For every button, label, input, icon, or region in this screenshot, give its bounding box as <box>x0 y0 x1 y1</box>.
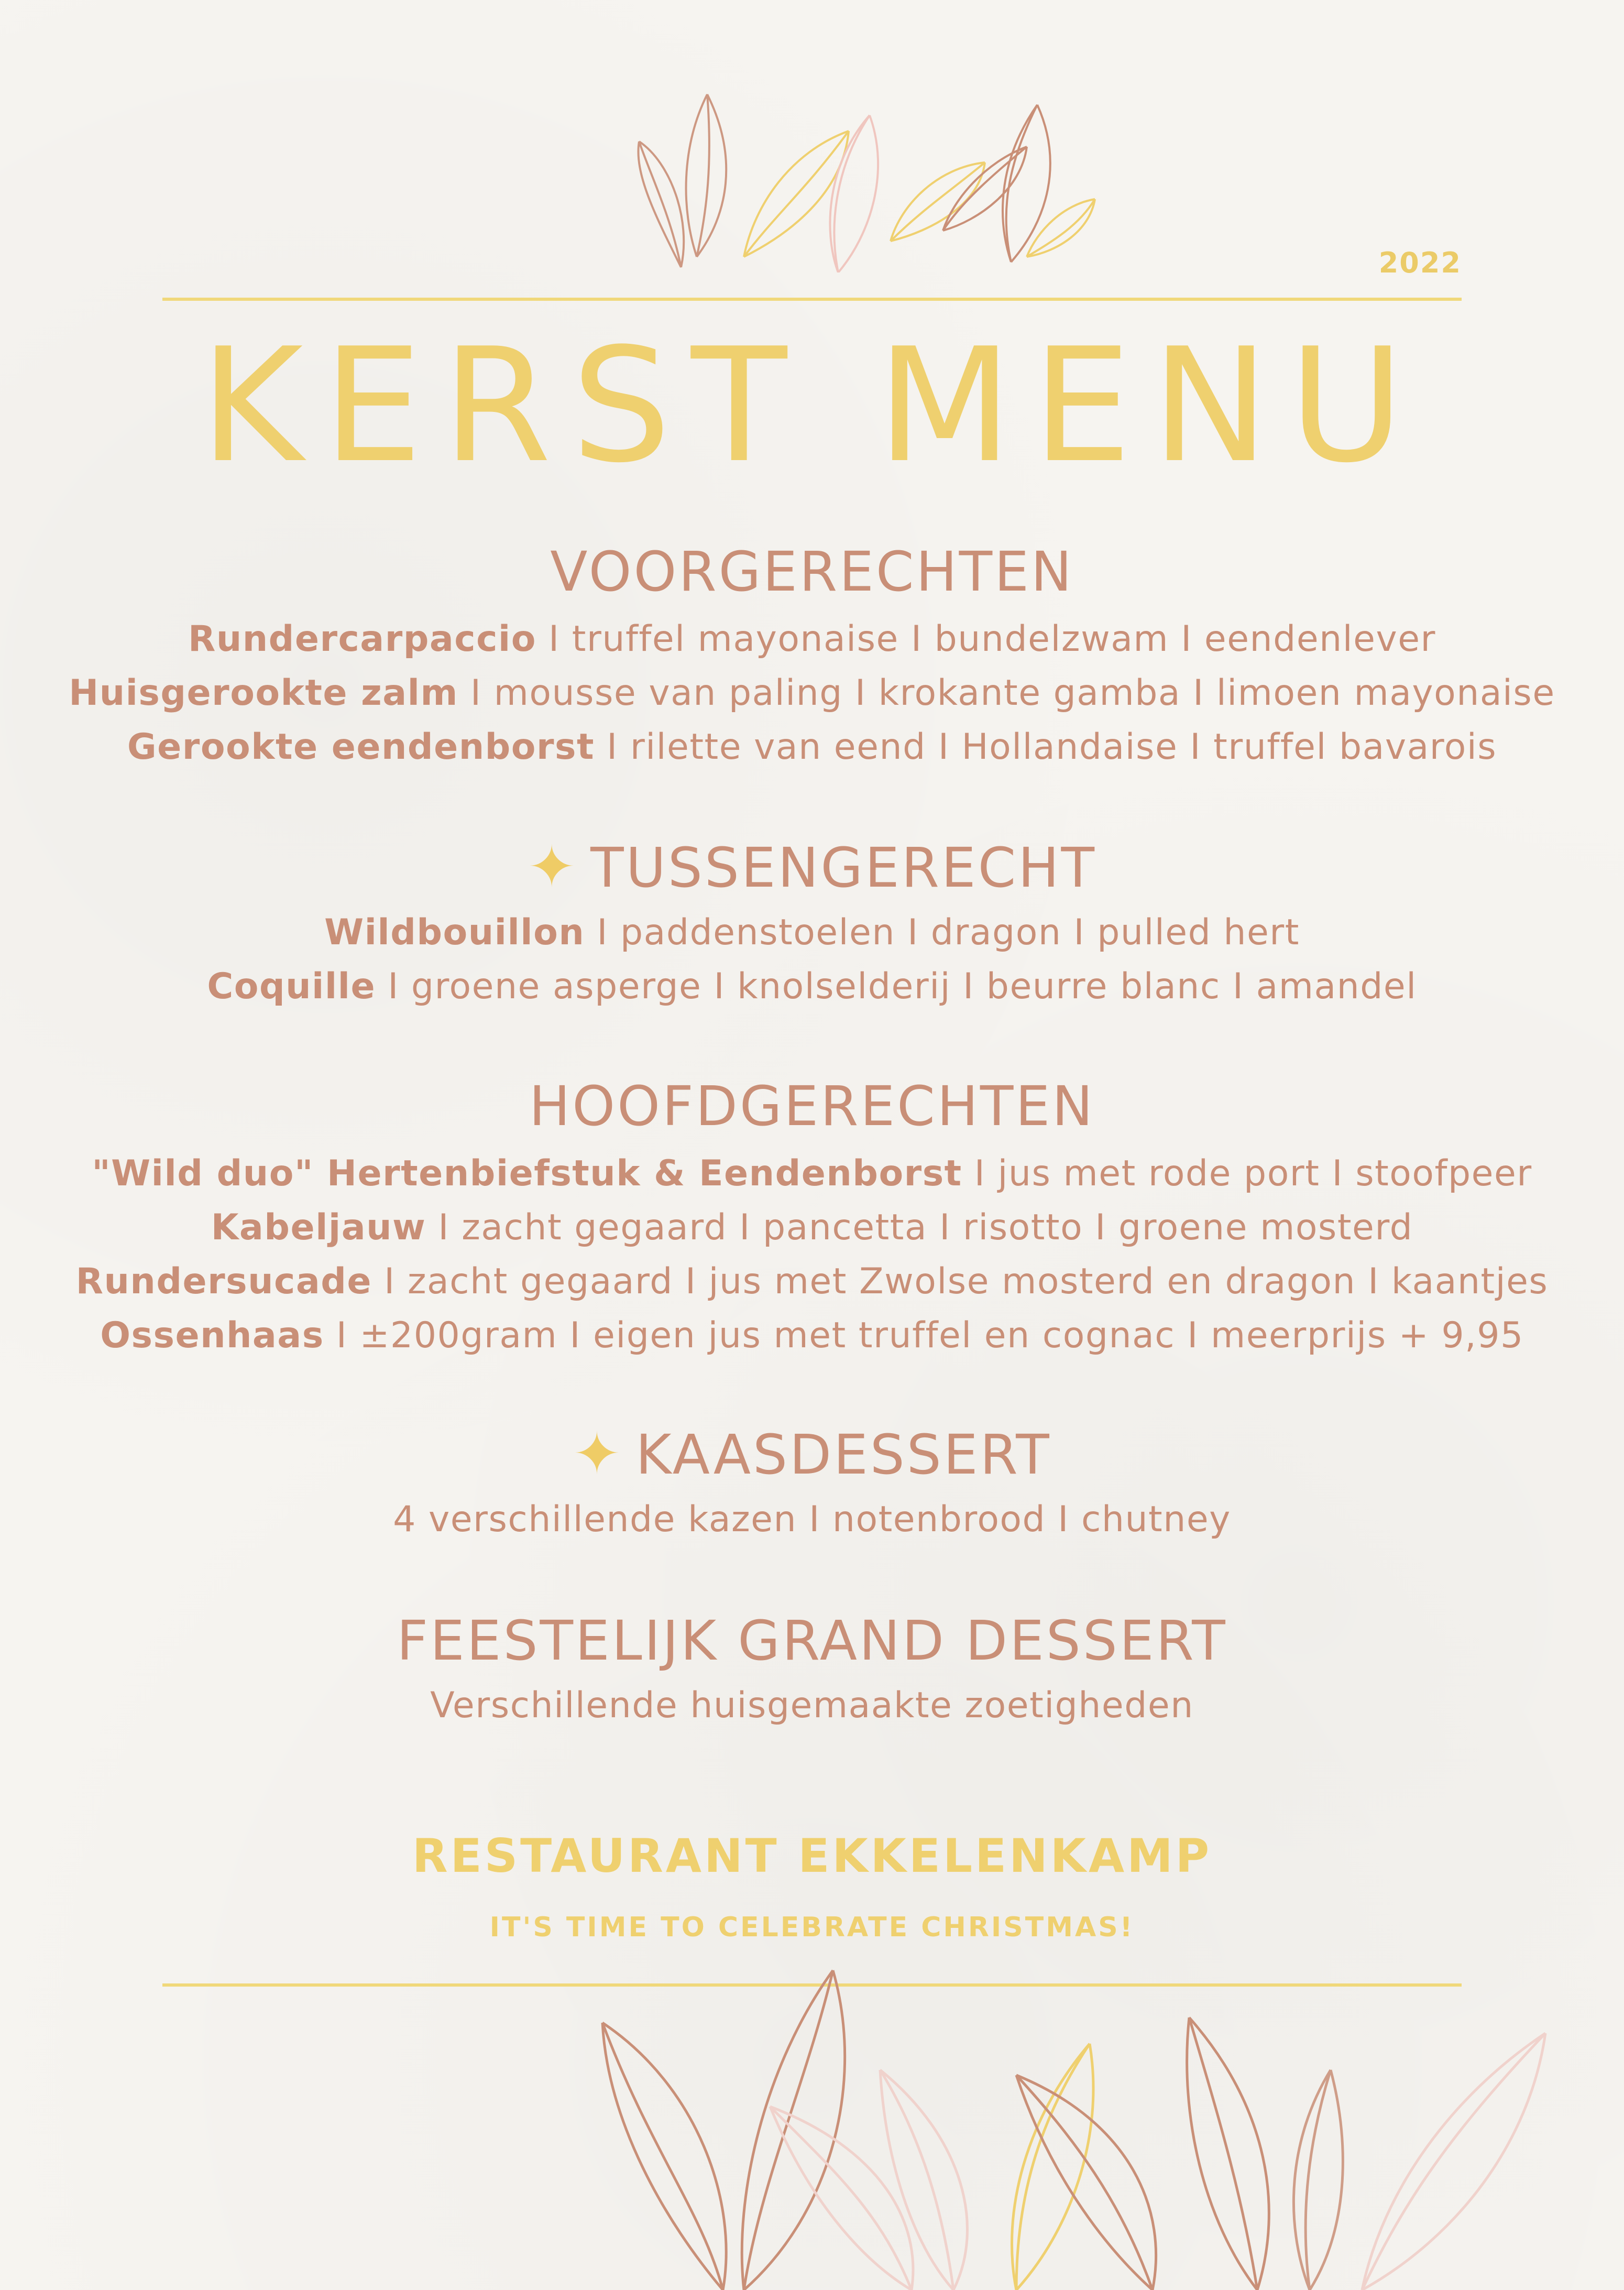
dish-details: I zacht gegaard I jus met Zwolse mosterd en dragon I kaantjes <box>372 1261 1549 1302</box>
section-heading-hoofdgerechten: HOOFDGERECHTEN <box>529 1074 1095 1138</box>
dish-details: I jus met rode port I stoofpeer <box>962 1153 1532 1194</box>
dish-name: Ossenhaas <box>100 1315 324 1356</box>
dish-name: Rundersucade <box>75 1261 372 1302</box>
section-heading-kaasdessert <box>0 1420 1624 1487</box>
section-heading-tussengerecht <box>0 833 1624 900</box>
dish-details: I zacht gegaard I pancetta I risotto I groene mosterd <box>426 1207 1413 1248</box>
top-feather-decoration <box>618 84 1100 272</box>
section-heading-text: TUSSENGERECHT <box>590 836 1096 900</box>
bottom-feather-decoration <box>587 1949 1582 2290</box>
menu-item <box>0 1207 1624 1248</box>
feather-icon <box>602 1970 1545 2290</box>
sparkle-icon: ✦ <box>528 833 578 900</box>
section-heading-voorgerechten: VOORGERECHTEN <box>550 540 1074 604</box>
dish-name: Huisgerookte zalm <box>69 672 458 714</box>
menu-item <box>0 1315 1624 1356</box>
dish-details: I truffel mayonaise I bundelzwam I eendenlever <box>536 618 1436 660</box>
dish-details: 4 verschillende kazen I notenbrood I chutney <box>393 1499 1231 1540</box>
page-title: KERST MENU <box>200 314 1424 497</box>
feather-icon <box>638 94 1095 272</box>
menu-item <box>0 1499 1624 1540</box>
menu-item <box>0 726 1624 768</box>
dish-name: Rundercarpaccio <box>188 618 536 660</box>
section-heading-text: KAASDESSERT <box>635 1423 1051 1487</box>
dish-details: I paddenstoelen I dragon I pulled hert <box>585 912 1300 953</box>
menu-item <box>0 1153 1624 1194</box>
dish-name: "Wild duo" Hertenbiefstuk & Eendenborst <box>92 1153 962 1194</box>
dish-name: Coquille <box>207 966 376 1007</box>
menu-item <box>0 1261 1624 1302</box>
dish-name: Gerookte eendenborst <box>127 726 595 768</box>
sparkle-icon: ✦ <box>573 1420 623 1487</box>
dish-details: I ±200gram I eigen jus met truffel en cognac I meerprijs + 9,95 <box>324 1315 1524 1356</box>
menu-item <box>0 912 1624 953</box>
dish-details: I rilette van eend I Hollandaise I truffel bavarois <box>595 726 1497 768</box>
restaurant-name: RESTAURANT EKKELENKAMP <box>412 1829 1212 1883</box>
dish-details: I mousse van paling I krokante gamba I limoen mayonaise <box>458 672 1555 714</box>
dish-name: Kabeljauw <box>211 1207 426 1248</box>
menu-item <box>0 618 1624 660</box>
menu-item <box>0 966 1624 1007</box>
menu-item <box>0 672 1624 714</box>
dish-details: I groene asperge I knolselderij I beurre blanc I amandel <box>376 966 1417 1007</box>
dish-name: Wildbouillon <box>324 912 585 953</box>
menu-item <box>0 1685 1624 1726</box>
dish-details: Verschillende huisgemaakte zoetigheden <box>430 1685 1194 1726</box>
top-divider <box>162 298 1462 301</box>
tagline: IT'S TIME TO CELEBRATE CHRISTMAS! <box>489 1912 1135 1943</box>
menu-year: 2022 <box>1378 246 1462 279</box>
section-heading-grand-dessert: FEESTELIJK GRAND DESSERT <box>397 1609 1227 1673</box>
